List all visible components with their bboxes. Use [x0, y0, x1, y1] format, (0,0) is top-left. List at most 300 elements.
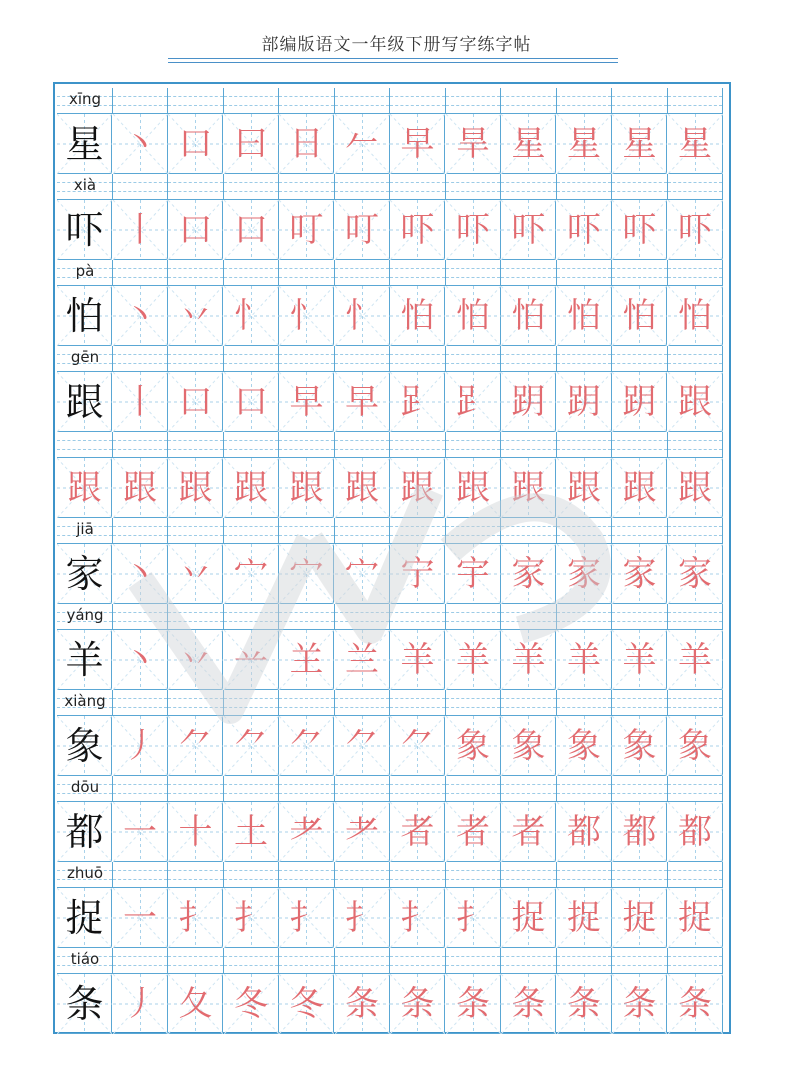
tianzige-cell[interactable] [557, 716, 612, 776]
pinyin-row [57, 174, 723, 200]
pinyin-cell [279, 432, 335, 458]
tianzige-cell[interactable] [612, 544, 667, 604]
pinyin-label: gēn [70, 348, 100, 366]
pinyin-row [57, 776, 723, 802]
tianzige-cell[interactable] [612, 114, 667, 174]
pinyin-cell [224, 776, 280, 802]
tianzige-cell[interactable] [446, 114, 501, 174]
tianzige-cell[interactable] [57, 114, 112, 174]
tianzige-cell[interactable] [390, 888, 445, 948]
stroke-order-glyph: 者 [511, 812, 546, 852]
tianzige-cell[interactable] [279, 630, 334, 690]
pinyin-cell [446, 174, 502, 200]
tianzige-cell[interactable] [446, 974, 501, 1034]
stroke-order-glyph: 条 [345, 984, 379, 1024]
stroke-order-glyph: ⺈ [178, 726, 213, 766]
tianzige-cell[interactable] [279, 974, 334, 1034]
pinyin-cell [446, 604, 502, 630]
stroke-order-glyph: 吓 [456, 210, 490, 250]
tianzige-cell[interactable] [113, 630, 168, 690]
tianzige-cell[interactable] [390, 372, 445, 432]
pinyin-cell [612, 948, 668, 974]
tianzige-cell[interactable] [501, 716, 556, 776]
stroke-order-glyph: 吓 [511, 210, 546, 250]
tianzige-cell[interactable] [557, 802, 612, 862]
pinyin-cell [390, 260, 446, 286]
tianzige-cell[interactable] [224, 716, 279, 776]
pinyin-cell [501, 174, 557, 200]
tianzige-cell[interactable] [390, 200, 445, 260]
tianzige-cell[interactable] [335, 974, 390, 1034]
tianzige-cell[interactable] [168, 716, 223, 776]
model-character: 怕 [65, 294, 104, 338]
pinyin-cell [390, 690, 446, 716]
tianzige-cell[interactable] [501, 458, 556, 518]
stroke-order-glyph: 耂 [345, 812, 379, 852]
stroke-order-glyph: 羊 [456, 640, 490, 680]
pinyin-cell [224, 604, 280, 630]
pinyin-cell [446, 88, 502, 114]
pinyin-cell [390, 604, 446, 630]
tianzige-cell[interactable] [557, 544, 612, 604]
pinyin-cell [668, 88, 724, 114]
pinyin-cell [113, 174, 169, 200]
tianzige-cell[interactable] [113, 802, 168, 862]
tianzige-cell[interactable] [668, 888, 723, 948]
tianzige-cell[interactable] [446, 544, 501, 604]
stroke-order-glyph: 跟 [511, 468, 546, 508]
pinyin-cell [335, 776, 391, 802]
tianzige-cell[interactable] [57, 974, 112, 1034]
tianzige-cell[interactable] [446, 630, 501, 690]
tianzige-cell[interactable] [279, 200, 334, 260]
pinyin-cell [335, 346, 391, 372]
tianzige-cell[interactable] [113, 888, 168, 948]
tianzige-cell[interactable] [113, 458, 168, 518]
tianzige-cell[interactable] [668, 630, 723, 690]
pinyin-cell [335, 88, 391, 114]
tianzige-cell[interactable] [224, 286, 279, 346]
tianzige-cell[interactable] [57, 200, 112, 260]
stroke-order-glyph: 跟 [678, 382, 712, 422]
tianzige-cell[interactable] [279, 372, 334, 432]
tianzige-cell[interactable] [612, 630, 667, 690]
pinyin-row [57, 948, 723, 974]
stroke-order-glyph: 丷 [178, 296, 213, 336]
tianzige-cell[interactable] [668, 372, 723, 432]
pinyin-cell [279, 260, 335, 286]
tianzige-cell[interactable] [279, 286, 334, 346]
tianzige-cell[interactable] [557, 114, 612, 174]
pinyin-cell [224, 518, 280, 544]
stroke-order-glyph: 跟 [678, 468, 712, 508]
tianzige-cell[interactable] [446, 802, 501, 862]
tianzige-cell[interactable] [57, 630, 112, 690]
stroke-order-glyph: 条 [567, 984, 601, 1024]
tianzige-cell[interactable] [168, 286, 223, 346]
stroke-order-glyph: 冬 [234, 984, 268, 1024]
model-character: 吓 [65, 208, 104, 252]
tianzige-cell[interactable] [557, 286, 612, 346]
tianzige-cell[interactable] [446, 200, 501, 260]
tianzige-cell[interactable] [335, 458, 390, 518]
tianzige-cell[interactable] [612, 802, 667, 862]
stroke-order-glyph: 丷 [178, 554, 213, 594]
tianzige-cell[interactable] [446, 888, 501, 948]
tianzige-cell[interactable] [501, 974, 556, 1034]
pinyin-cell [557, 776, 613, 802]
character-row [57, 458, 723, 518]
tianzige-cell[interactable] [557, 372, 612, 432]
tianzige-cell[interactable] [57, 888, 112, 948]
stroke-order-glyph: 𧾷 [456, 382, 490, 422]
tianzige-cell[interactable] [57, 458, 112, 518]
stroke-order-glyph: 羊 [511, 640, 546, 680]
pinyin-cell [168, 88, 224, 114]
stroke-order-glyph: 象 [622, 726, 657, 766]
stroke-order-glyph: 条 [511, 984, 546, 1024]
pinyin-cell [557, 518, 613, 544]
tianzige-cell[interactable] [113, 716, 168, 776]
tianzige-cell[interactable] [279, 888, 334, 948]
tianzige-cell[interactable] [390, 974, 445, 1034]
pinyin-label: jiā [76, 520, 94, 538]
tianzige-cell[interactable] [612, 974, 667, 1034]
pinyin-cell [612, 432, 668, 458]
tianzige-cell[interactable] [557, 974, 612, 1034]
pinyin-row [57, 604, 723, 630]
stroke-order-glyph: 扌 [289, 898, 324, 938]
stroke-order-glyph: 土 [234, 812, 268, 852]
stroke-order-glyph: 跀 [511, 382, 546, 422]
tianzige-cell[interactable] [113, 200, 168, 260]
stroke-order-glyph: 丶 [123, 640, 157, 680]
stroke-order-glyph: 羊 [400, 640, 435, 680]
tianzige-cell[interactable] [612, 372, 667, 432]
pinyin-cell [335, 260, 391, 286]
character-row [57, 802, 723, 862]
tianzige-cell[interactable] [612, 286, 667, 346]
pinyin-cell [279, 690, 335, 716]
tianzige-cell[interactable] [224, 200, 279, 260]
pinyin-cell [446, 518, 502, 544]
tianzige-cell[interactable] [168, 630, 223, 690]
character-row [57, 114, 723, 174]
stroke-order-glyph: 丨 [123, 382, 157, 422]
tianzige-cell[interactable] [224, 888, 279, 948]
tianzige-cell[interactable] [279, 716, 334, 776]
stroke-order-glyph: 旱 [456, 124, 490, 164]
stroke-order-glyph: 冬 [289, 984, 324, 1024]
tianzige-cell[interactable] [335, 114, 390, 174]
stroke-order-glyph: 吓 [400, 210, 435, 250]
tianzige-cell[interactable] [279, 544, 334, 604]
pinyin-cell [612, 690, 668, 716]
tianzige-cell[interactable] [224, 372, 279, 432]
model-character: 都 [65, 810, 104, 854]
stroke-order-glyph: 跟 [234, 468, 268, 508]
pinyin-cell [113, 948, 169, 974]
tianzige-cell[interactable] [57, 716, 112, 776]
stroke-order-glyph: 䒑 [234, 640, 268, 680]
stroke-order-glyph: 叮 [289, 210, 324, 250]
tianzige-cell[interactable] [168, 458, 223, 518]
tianzige-cell[interactable] [390, 802, 445, 862]
stroke-order-glyph: 早 [345, 382, 379, 422]
tianzige-cell[interactable] [224, 114, 279, 174]
pinyin-cell [446, 346, 502, 372]
tianzige-cell[interactable] [557, 200, 612, 260]
pinyin-cell [612, 776, 668, 802]
tianzige-cell[interactable] [168, 372, 223, 432]
tianzige-cell[interactable] [668, 200, 723, 260]
pinyin-cell [279, 776, 335, 802]
stroke-order-glyph: ⺈ [234, 726, 268, 766]
tianzige-cell[interactable] [501, 372, 556, 432]
pinyin-cell [113, 690, 169, 716]
tianzige-cell[interactable] [335, 630, 390, 690]
stroke-order-glyph: 羊 [567, 640, 601, 680]
pinyin-cell [612, 88, 668, 114]
stroke-order-glyph: 叮 [345, 210, 379, 250]
pinyin-cell [557, 174, 613, 200]
stroke-order-glyph: 都 [622, 812, 657, 852]
pinyin-cell [557, 948, 613, 974]
stroke-order-glyph: 都 [567, 812, 601, 852]
tianzige-cell[interactable] [168, 114, 223, 174]
stroke-order-glyph: 条 [622, 984, 657, 1024]
tianzige-cell[interactable] [668, 802, 723, 862]
stroke-order-glyph: 都 [678, 812, 712, 852]
pinyin-cell [279, 346, 335, 372]
pinyin-row [57, 690, 723, 716]
pinyin-cell [168, 690, 224, 716]
tianzige-cell[interactable] [224, 544, 279, 604]
tianzige-cell[interactable] [168, 200, 223, 260]
pinyin-label: xià [73, 176, 97, 194]
tianzige-cell[interactable] [335, 286, 390, 346]
pinyin-cell [612, 604, 668, 630]
character-row [57, 372, 723, 432]
pinyin-cell [168, 604, 224, 630]
tianzige-cell[interactable] [390, 458, 445, 518]
tianzige-cell[interactable] [612, 716, 667, 776]
stroke-order-glyph: 扌 [400, 898, 435, 938]
pinyin-cell [557, 432, 613, 458]
tianzige-cell[interactable] [668, 114, 723, 174]
stroke-order-glyph: 口 [178, 210, 213, 250]
stroke-order-glyph: 忄 [234, 296, 268, 336]
tianzige-cell[interactable] [390, 114, 445, 174]
tianzige-cell[interactable] [390, 716, 445, 776]
pinyin-cell [557, 260, 613, 286]
pinyin-cell [168, 432, 224, 458]
tianzige-cell[interactable] [668, 544, 723, 604]
stroke-order-glyph: 丶 [123, 554, 157, 594]
stroke-order-glyph: 𠂉 [345, 124, 379, 164]
tianzige-cell[interactable] [113, 544, 168, 604]
pinyin-cell [390, 432, 446, 458]
stroke-order-glyph: 日 [289, 124, 324, 164]
tianzige-cell[interactable] [557, 630, 612, 690]
stroke-order-glyph: 口 [178, 124, 213, 164]
tianzige-cell[interactable] [57, 802, 112, 862]
title-underline [168, 58, 618, 59]
pinyin-row [57, 862, 723, 888]
model-character: 羊 [65, 638, 104, 682]
tianzige-cell[interactable] [501, 114, 556, 174]
tianzige-cell[interactable] [168, 974, 223, 1034]
stroke-order-glyph: 捉 [511, 898, 546, 938]
stroke-order-glyph: 者 [400, 812, 435, 852]
tianzige-cell[interactable] [57, 286, 112, 346]
pinyin-cell [279, 604, 335, 630]
tianzige-cell[interactable] [168, 888, 223, 948]
tianzige-cell[interactable] [668, 716, 723, 776]
pinyin-cell [668, 604, 724, 630]
tianzige-cell[interactable] [57, 372, 112, 432]
pinyin-cell [501, 88, 557, 114]
model-character: 捉 [65, 896, 104, 940]
pinyin-cell [501, 604, 557, 630]
tianzige-cell[interactable] [668, 286, 723, 346]
stroke-order-glyph: 口 [178, 382, 213, 422]
tianzige-cell[interactable] [113, 114, 168, 174]
stroke-order-glyph: 早 [289, 382, 324, 422]
stroke-order-glyph: 象 [511, 726, 546, 766]
tianzige-cell[interactable] [335, 716, 390, 776]
stroke-order-glyph: 捉 [567, 898, 601, 938]
character-row [57, 544, 723, 604]
tianzige-cell[interactable] [335, 544, 390, 604]
stroke-order-glyph: 丨 [123, 210, 157, 250]
tianzige-cell[interactable] [501, 888, 556, 948]
tianzige-cell[interactable] [335, 200, 390, 260]
tianzige-cell[interactable] [224, 630, 279, 690]
tianzige-cell[interactable] [446, 458, 501, 518]
pinyin-cell [224, 346, 280, 372]
pinyin-cell [557, 88, 613, 114]
stroke-order-glyph: 家 [567, 554, 601, 594]
pinyin-label: pà [75, 262, 95, 280]
stroke-order-glyph: 吓 [567, 210, 601, 250]
tianzige-cell[interactable] [279, 114, 334, 174]
pinyin-cell [113, 260, 169, 286]
stroke-order-glyph: 星 [678, 124, 712, 164]
tianzige-cell[interactable] [168, 802, 223, 862]
stroke-order-glyph: 早 [400, 124, 435, 164]
stroke-order-glyph: 条 [678, 984, 712, 1024]
stroke-order-glyph: 一 [123, 898, 157, 938]
stroke-order-glyph: 跟 [400, 468, 435, 508]
tianzige-cell[interactable] [668, 974, 723, 1034]
tianzige-cell[interactable] [612, 888, 667, 948]
pinyin-row [57, 88, 723, 114]
tianzige-cell[interactable] [57, 544, 112, 604]
pinyin-cell [668, 776, 724, 802]
tianzige-cell[interactable] [113, 974, 168, 1034]
tianzige-cell[interactable] [279, 458, 334, 518]
pinyin-cell [390, 518, 446, 544]
tianzige-cell[interactable] [501, 630, 556, 690]
tianzige-cell[interactable] [668, 458, 723, 518]
tianzige-cell[interactable] [501, 200, 556, 260]
tianzige-cell[interactable] [279, 802, 334, 862]
pinyin-cell [390, 862, 446, 888]
pinyin-cell [224, 260, 280, 286]
tianzige-cell[interactable] [446, 286, 501, 346]
pinyin-cell [224, 432, 280, 458]
pinyin-cell [612, 174, 668, 200]
pinyin-row [57, 260, 723, 286]
stroke-order-glyph: 丶 [123, 296, 157, 336]
stroke-order-glyph: 耂 [289, 812, 324, 852]
tianzige-cell[interactable] [501, 802, 556, 862]
tianzige-cell[interactable] [335, 372, 390, 432]
tianzige-cell[interactable] [224, 458, 279, 518]
pinyin-cell [390, 174, 446, 200]
tianzige-cell[interactable] [557, 888, 612, 948]
pinyin-row [57, 346, 723, 372]
tianzige-cell[interactable] [335, 888, 390, 948]
tianzige-cell[interactable] [446, 716, 501, 776]
tianzige-cell[interactable] [501, 286, 556, 346]
stroke-order-glyph: ⺈ [400, 726, 435, 766]
tianzige-cell[interactable] [390, 286, 445, 346]
pinyin-cell [612, 518, 668, 544]
pinyin-cell [279, 948, 335, 974]
stroke-order-glyph: 扌 [345, 898, 379, 938]
pinyin-cell [668, 346, 724, 372]
pinyin-cell [335, 862, 391, 888]
pinyin-row [57, 518, 723, 544]
pinyin-cell [279, 174, 335, 200]
stroke-order-glyph: 宇 [456, 554, 490, 594]
tianzige-cell[interactable] [335, 802, 390, 862]
tianzige-cell[interactable] [446, 372, 501, 432]
tianzige-cell[interactable] [501, 544, 556, 604]
stroke-order-glyph: 丿 [123, 984, 157, 1024]
tianzige-cell[interactable] [224, 802, 279, 862]
pinyin-cell [168, 776, 224, 802]
pinyin-cell [501, 518, 557, 544]
stroke-order-glyph: 宀 [234, 554, 268, 594]
tianzige-cell[interactable] [612, 200, 667, 260]
tianzige-cell[interactable] [168, 544, 223, 604]
stroke-order-glyph: 象 [456, 726, 490, 766]
stroke-order-glyph: 怕 [678, 296, 712, 336]
pinyin-cell [446, 432, 502, 458]
stroke-order-glyph: 忄 [345, 296, 379, 336]
tianzige-cell[interactable] [113, 372, 168, 432]
model-character: 星 [65, 122, 104, 166]
pinyin-cell [501, 260, 557, 286]
tianzige-cell[interactable] [224, 974, 279, 1034]
character-row [57, 716, 723, 776]
tianzige-cell[interactable] [557, 458, 612, 518]
tianzige-cell[interactable] [113, 286, 168, 346]
stroke-order-glyph: 跟 [622, 468, 657, 508]
stroke-order-glyph: 羊 [678, 640, 712, 680]
pinyin-cell [668, 862, 724, 888]
pinyin-cell [612, 260, 668, 286]
model-character: 家 [65, 552, 104, 596]
tianzige-cell[interactable] [390, 544, 445, 604]
pinyin-cell [446, 948, 502, 974]
tianzige-cell[interactable] [612, 458, 667, 518]
tianzige-cell[interactable] [390, 630, 445, 690]
pinyin-cell [446, 862, 502, 888]
